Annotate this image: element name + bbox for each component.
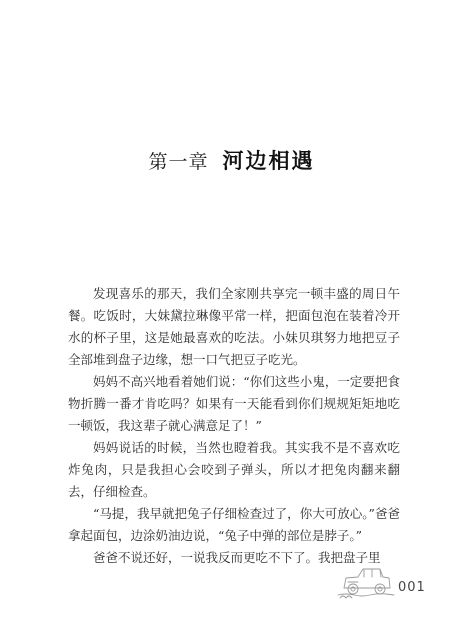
paragraph: “马提，我早就把兔子仔细检查过了，你大可放心。”爸爸拿起面包，边涂奶油边说，“兔子中弹的部位是脖子。”: [68, 506, 400, 543]
body-text: [68, 283, 400, 569]
jeep-sketch-icon: [336, 560, 396, 600]
paragraph: 发现喜乐的那天，我们全家刚共享完一顿丰盛的周日午餐。吃饭时，大妹黛拉琳像平常一样，把面包泡在装着冷开水的杯子里，这是她最喜欢的吃法。小妹贝琪努力地把豆子全部堆到盘子边缘，想一口气把豆子吃光。: [68, 286, 400, 367]
chapter-number: 第一章: [148, 151, 209, 173]
page-number: 001: [398, 580, 426, 595]
chapter-heading: [0, 145, 463, 175]
paragraph: 爸爸不说还好，一说我反而更吃不下了。我把盘子里: [93, 550, 381, 565]
paragraph: 妈妈说话的时候，当然也瞪着我。其实我不是不喜欢吃炸兔肉，只是我担心会咬到子弹头，所以才把兔肉翻来翻去，仔细检查。: [68, 440, 400, 499]
chapter-title: 河边相遇: [222, 149, 315, 173]
paragraph: 妈妈不高兴地看着她们说：“你们这些小鬼，一定要把食物折腾一番才肯吃吗？如果有一天能看到你们规规矩矩地吃一顿饭，我这辈子就心满意足了！”: [68, 374, 400, 433]
